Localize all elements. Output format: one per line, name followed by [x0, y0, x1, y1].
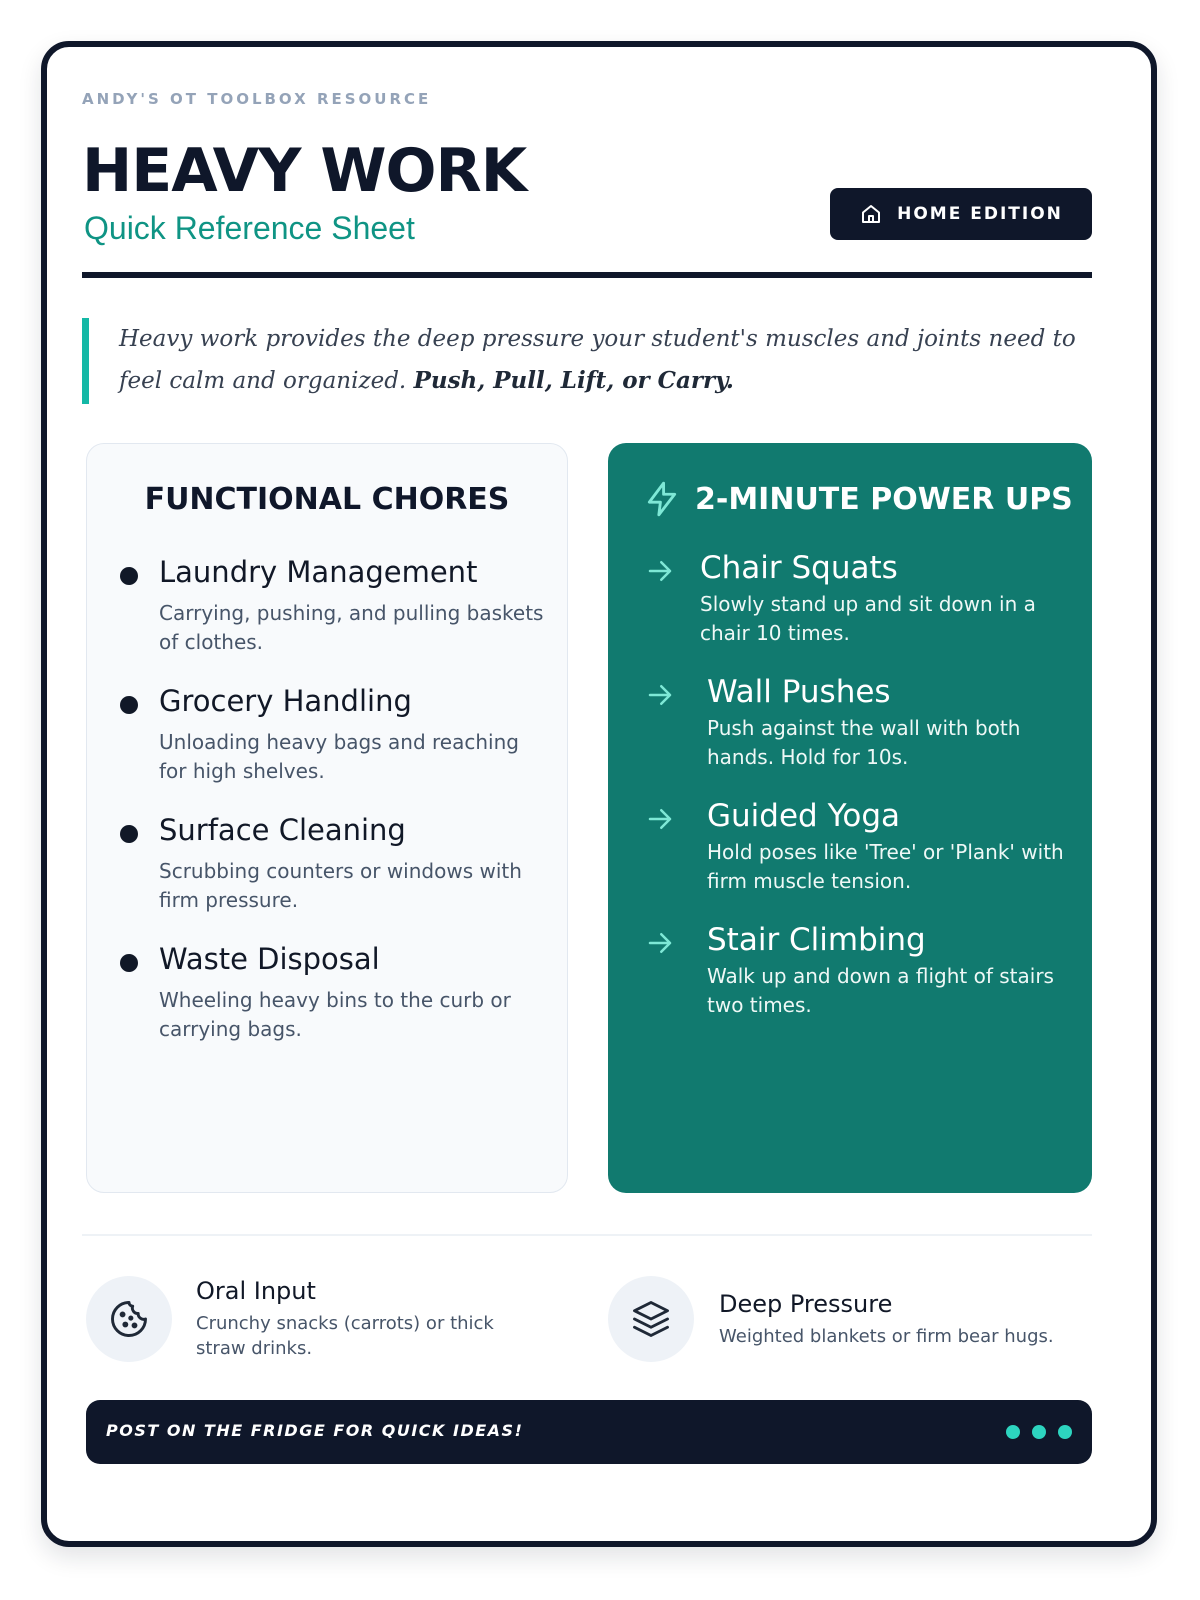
page-subtitle: Quick Reference Sheet	[84, 210, 415, 246]
power-up-desc: Walk up and down a flight of stairs two times.	[707, 964, 1054, 1017]
bullet-icon	[120, 567, 138, 585]
chore-title: Waste Disposal	[159, 942, 380, 976]
dot-icon	[1058, 1425, 1072, 1439]
power-up-title: Chair Squats	[700, 550, 898, 586]
chore-desc: Wheeling heavy bins to the curb or carrying bags.	[159, 988, 511, 1041]
power-up-title: Wall Pushes	[707, 674, 891, 710]
chore-title: Laundry Management	[159, 555, 478, 589]
power-ups-header	[643, 480, 1073, 518]
oral-input-desc: Crunchy snacks (carrots) or thick straw drinks.	[196, 1313, 494, 1359]
section-divider	[82, 1234, 1092, 1236]
dot-icon	[1032, 1425, 1046, 1439]
home-icon	[859, 202, 883, 226]
footer-banner	[86, 1400, 1092, 1464]
eyebrow-text: ANDY'S OT TOOLBOX RESOURCE	[82, 90, 432, 108]
bullet-icon	[120, 954, 138, 972]
power-up-desc: Slowly stand up and sit down in a chair 10 times.	[700, 592, 1036, 645]
deep-pressure-title: Deep Pressure	[719, 1290, 893, 1318]
intro-text: Heavy work provides the deep pressure your student's muscles and joints need to feel calm and organized.	[119, 326, 1076, 394]
deep-pressure-desc: Weighted blankets or firm bear hugs.	[719, 1326, 1054, 1347]
lightning-icon	[643, 480, 681, 518]
footer-dots	[1006, 1425, 1072, 1439]
intro-emphasis: Push, Pull, Lift, or Carry.	[413, 367, 734, 394]
bullet-icon	[120, 825, 138, 843]
power-up-title: Stair Climbing	[707, 922, 926, 958]
oral-input-icon-circle	[86, 1276, 172, 1362]
header-divider	[82, 272, 1092, 278]
dot-icon	[1006, 1425, 1020, 1439]
cookie-icon	[107, 1297, 151, 1341]
footer-text: POST ON THE FRIDGE FOR QUICK IDEAS!	[106, 1421, 524, 1440]
chore-desc: Carrying, pushing, and pulling baskets of clothes.	[159, 601, 544, 654]
oral-input-title: Oral Input	[196, 1277, 316, 1305]
intro-quote	[82, 318, 1094, 404]
chore-desc: Scrubbing counters or windows with firm pressure.	[159, 859, 522, 912]
home-edition-badge	[830, 188, 1092, 240]
deep-pressure-icon-circle	[608, 1276, 694, 1362]
arrow-right-icon	[645, 556, 675, 586]
arrow-right-icon	[645, 804, 675, 834]
badge-label: HOME EDITION	[897, 204, 1063, 224]
arrow-right-icon	[645, 928, 675, 958]
page-title: HEAVY WORK	[82, 136, 527, 206]
arrow-right-icon	[645, 680, 675, 710]
chores-title: FUNCTIONAL CHORES	[144, 482, 510, 517]
power-up-title: Guided Yoga	[707, 798, 901, 834]
chore-title: Surface Cleaning	[159, 813, 406, 847]
power-up-desc: Push against the wall with both hands. Hold for 10s.	[707, 716, 1021, 769]
power-ups-title: 2-MINUTE POWER UPS	[695, 481, 1073, 517]
chore-desc: Unloading heavy bags and reaching for high shelves.	[159, 730, 519, 783]
layers-icon	[629, 1297, 673, 1341]
power-up-desc: Hold poses like 'Tree' or 'Plank' with firm muscle tension.	[707, 840, 1064, 893]
bullet-icon	[120, 696, 138, 714]
chore-title: Grocery Handling	[159, 684, 412, 718]
